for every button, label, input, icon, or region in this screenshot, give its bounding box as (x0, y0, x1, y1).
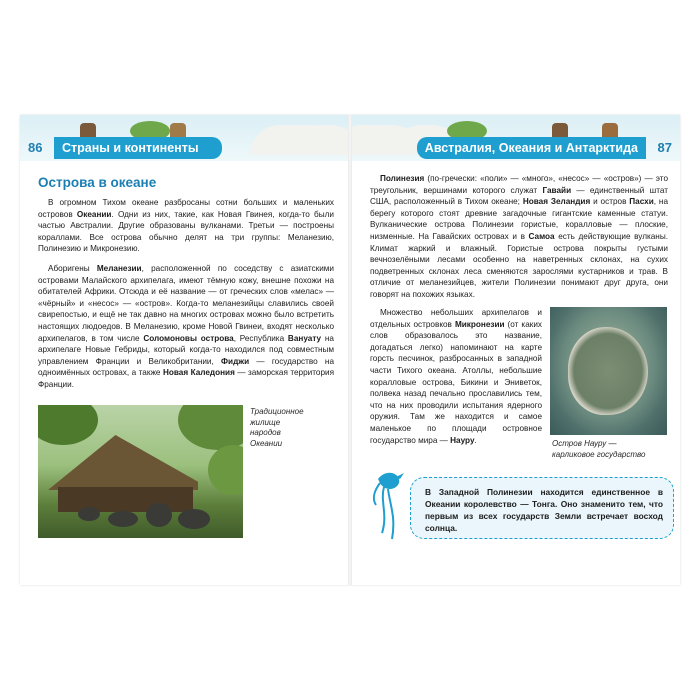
section-title: Острова в океане (38, 175, 157, 190)
fact-text: В Западной Полинезии находится единственное в Океании королевство — Тонга. Оно знаменито тем, что первым из всех государств Земли встречает восход солнца. (425, 487, 663, 533)
fact-box (410, 477, 674, 539)
chapter-header: Австралия, Океания и Антарктида (417, 137, 646, 159)
page-number: 86 (28, 140, 43, 155)
island-shape (568, 327, 648, 415)
stone-money (178, 509, 210, 529)
paragraph: Аборигены Меланезии, расположенной по соседству с азиатскими островами Малайского архипелага, имеют тёмную кожу, внешне похожи на обитателей Африки. Отсюда и её название — от греческих слов «мелас» — «чёрный» и «несос» — «остров». Когда-то меланезийцы славились своей свирепостью, и ещё не так давно на многих островах можно было встретить настоящих людоедов. В Меланезию, кроме Новой Гвинеи, входят несколько архипелагов, в том числе Соломоновы острова, Республика Вануату на архипелаге Новые Гебриды, который когда-то находился под совместным управлением Франции и Великобритании, Фиджи — государство на одноимённых островах, а также Новая Каледония — заморская территория Франции. (38, 263, 335, 389)
traditional-hut-photo (38, 405, 243, 538)
paragraph: Полинезия (по-гречески: «поли» — «много», «несос» — «остров») — это треугольник, вершинами которого служат Гавайи — единственный штат США, расположенный в Тихом океане; Новая Зеландия и остров Пасхи, на берегу которого стоят древние загадочные гигантские каменные статуи. Вулканические острова Полинезии гористые, коралловые — плоские, низменные. На Гавайских островах и в Самоа есть действующие вулканы. Климат жаркий и влажный. Гористые острова покрыты густыми вечнозелёными лесами особенно на наветренных склонах, на сухих подветренных склонах леса сменяются зарослями кустарников и трав. В отличие от меланезийцев, жители Полинезии понимают друг друга, они говорят на похожих языках. (370, 174, 668, 299)
stone-money (78, 507, 100, 521)
stone-money (146, 503, 172, 527)
paragraph: В огромном Тихом океане разбросаны сотни больших и маленьких островов Океании. Одни из них, такие, как Новая Гвинея, когда-то были частью Австралии. Другие образованы вулканами. Третьи — построены кораллами. Все острова обычно делят на три группы: Меланезию, Полинезию и Микронезию. (38, 198, 334, 254)
body-text-narrow (370, 307, 542, 452)
book-spread (20, 115, 680, 585)
page-left (20, 115, 348, 585)
hut-base (58, 487, 193, 512)
page-right (352, 115, 680, 585)
paragraph: Множество небольших архипелагов и отдельных островков Микронезии (от каких слов образовалось это название, догадаться легко) напоминают на карте горсть песчинок, разбросанных в западной части Тихого океана. Атоллы, небольшие коралловые острова, Бикини и Эниветок, полвека назад печально прославились тем, что на них проводили испытания ядерного оружия. Там же находится и самое маленькое по площади островное государство мира — Науру. (370, 308, 542, 445)
stone-money (108, 511, 138, 527)
nauru-caption: Остров Науру — карликовое государство (552, 439, 646, 459)
page-number: 87 (657, 140, 672, 155)
nauru-island-photo (550, 307, 667, 435)
chapter-header: Страны и континенты (54, 137, 222, 159)
body-text (370, 173, 668, 307)
hut-caption: Традиционное жилище народов Океании (250, 407, 304, 448)
bird-of-paradise-icon (370, 465, 410, 543)
body-text (38, 197, 334, 397)
